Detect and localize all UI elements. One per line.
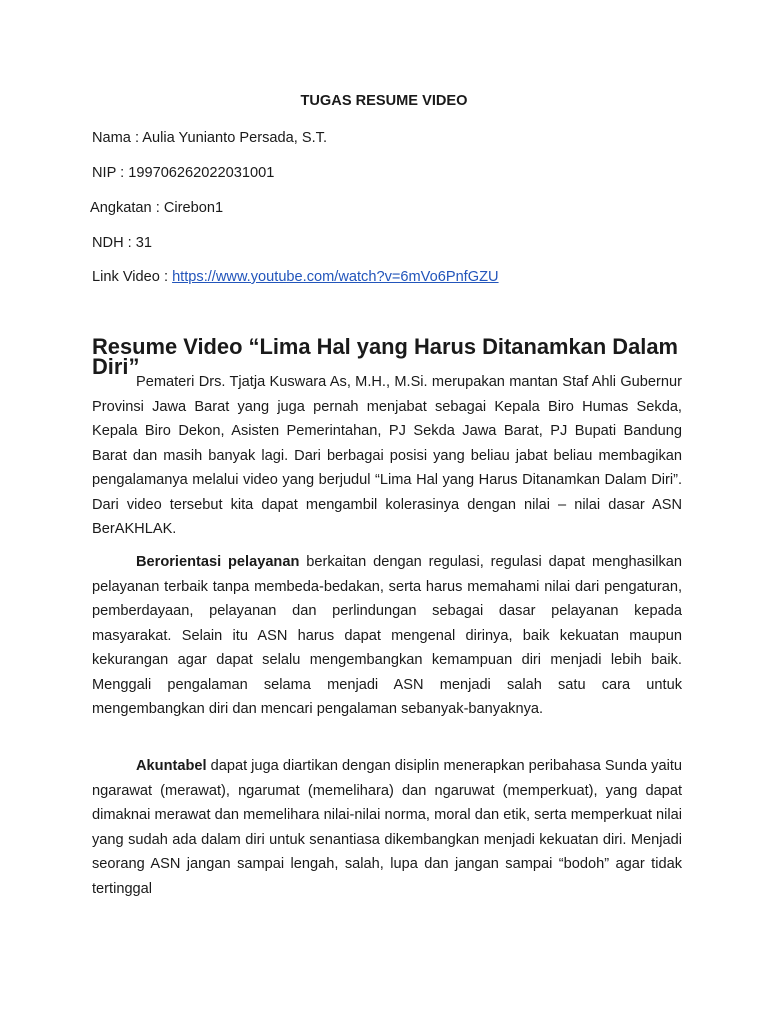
field-nip: NIP : 199706262022031001 — [92, 165, 275, 181]
paragraph-berorientasi-text: berkaitan dengan regulasi, regulasi dapat menghasilkan pelayanan terbaik tanpa membeda-bedakan, serta harus memahami nilai dari pengaturan, pemberdayaan, pelayanan dan perlindungan sebagai dasar pelayanan kepada masyarakat. Selain itu ASN harus dapat mengenal dirinya, baik kekuatan maupun kekurangan agar dapat selalu mengembangkan kemampuan diri menjadi lebih baik. Menggali pengalaman selama menjadi ASN menjadi salah satu cara untuk mengembangkan diri dan mencari pengalaman sebanyak-banyaknya. — [92, 554, 682, 717]
resume-heading: Resume Video “Lima Hal yang Harus Ditanamkan Dalam Diri” — [92, 334, 678, 379]
document-title: TUGAS RESUME VIDEO — [300, 93, 468, 109]
paragraph-akuntabel — [92, 754, 682, 901]
field-ndh: NDH : 31 — [92, 235, 153, 251]
video-link[interactable]: https://www.youtube.com/watch?v=6mVo6PnfGZU — [172, 269, 499, 285]
paragraph-pemateri — [92, 370, 682, 542]
field-nama: Nama : Aulia Yunianto Persada, S.T. — [92, 130, 327, 146]
paragraph-pemateri-text: Pemateri Drs. Tjatja Kuswara As, M.H., M.Si. merupakan mantan Staf Ahli Gubernur Provinsi Jawa Barat yang juga pernah menjabat sebagai Kepala Biro Humas Sekda, Kepala Biro Dekon, Asisten Pemerintahan, PJ Sekda Jawa Barat, PJ Bupati Bandung Barat dan masih banyak lagi. Dari berbagai posisi yang beliau jabat beliau membagikan pengalamanya melalui video yang berjudul “Lima Hal yang Harus Ditanamkan Dalam Diri”. Dari video tersebut kita dapat mengambil kolerasinya dengan nilai – nilai dasar ASN BerAKHLAK. — [92, 374, 682, 537]
field-link-video — [92, 267, 499, 287]
field-angkatan: Angkatan : Cirebon1 — [90, 200, 224, 216]
link-video-label: Link Video : — [92, 269, 173, 285]
paragraph-berorientasi — [92, 550, 682, 722]
term-berorientasi-pelayanan: Berorientasi pelayanan — [136, 554, 300, 570]
term-akuntabel: Akuntabel — [136, 758, 207, 774]
paragraph-akuntabel-text: dapat juga diartikan dengan disiplin menerapkan peribahasa Sunda yaitu ngarawat (merawat), ngarumat (memelihara) dan ngaruwat (memperkuat), yang dapat dimaknai merawat dan memelihara nilai-nilai norma, moral dan etik, serta memperkuat nilai yang sudah ada dalam diri untuk senantiasa dikembangkan menjadi kekuatan diri. Menjadi seorang ASN jangan sampai lengah, salah, lupa dan jangan sampai “bodoh” agar tidak tertinggal — [92, 758, 682, 897]
